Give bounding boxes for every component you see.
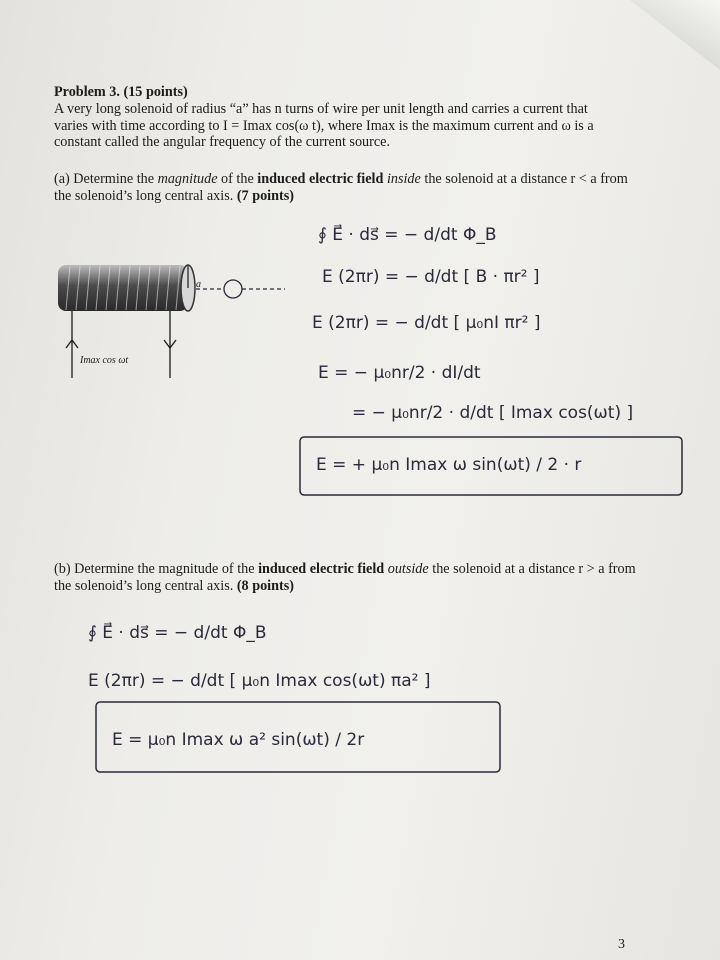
problem-title: Problem 3. (15 points) bbox=[54, 84, 188, 100]
radius-label: a bbox=[196, 279, 201, 290]
page-number: 3 bbox=[618, 937, 625, 952]
hw-a-line1: ∮ E⃗ · ds⃗ = − d/dt Φ_B bbox=[318, 225, 497, 245]
part-a-question: (a) Determine the magnitude of the induced electric field inside the solenoid at a distance r < a from the solenoid’s long central axis. (7 points) bbox=[54, 171, 628, 204]
hw-a-line4: E = − μ₀nr/2 · dI/dt bbox=[318, 363, 481, 383]
hw-a-line3: E (2πr) = − d/dt [ μ₀nI πr² ] bbox=[312, 313, 541, 333]
hw-a-line5: = − μ₀nr/2 · d/dt [ Imax cos(ωt) ] bbox=[352, 403, 634, 423]
hw-b-line1: ∮ E⃗ · ds⃗ = − d/dt Φ_B bbox=[88, 623, 267, 643]
hw-a-line2: E (2πr) = − d/dt [ B · πr² ] bbox=[322, 267, 540, 287]
problem-statement: A very long solenoid of radius “a” has n turns of wire per unit length and carries a current that varies with time according to I = Imax cos(ω t), where Imax is the maximum current and ω is a constant called the angular frequency of the current source. bbox=[54, 101, 594, 150]
part-b-question: (b) Determine the magnitude of the induced electric field outside the solenoid at a distance r > a from the solenoid’s long central axis. (8 points) bbox=[54, 561, 636, 594]
current-label: Imax cos ωt bbox=[80, 355, 129, 366]
hw-b-answer: E = μ₀n Imax ω a² sin(ωt) / 2r bbox=[112, 730, 365, 750]
loop-sketch-icon bbox=[224, 280, 242, 298]
hw-a-answer: E = + μ₀n Imax ω sin(ωt) / 2 · r bbox=[316, 455, 582, 475]
hw-b-line2: E (2πr) = − d/dt [ μ₀n Imax cos(ωt) πa² ] bbox=[88, 671, 431, 691]
